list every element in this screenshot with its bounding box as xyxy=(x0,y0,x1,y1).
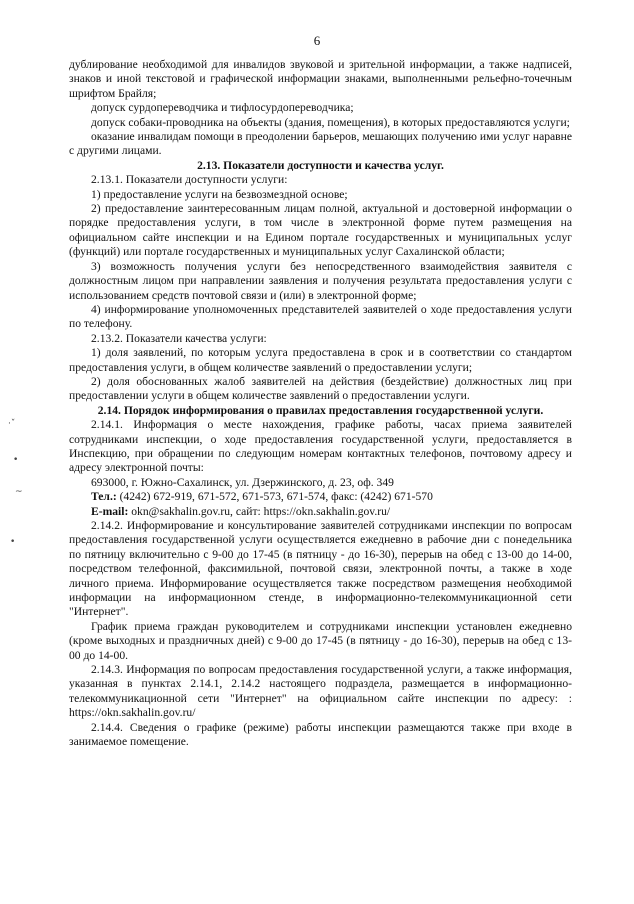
contact-address: 693000, г. Южно-Сахалинск, ул. Дзержинского, д. 23, оф. 349 xyxy=(91,475,394,489)
email-label: E-mail: xyxy=(91,504,129,518)
paragraph: 2.14.2. Информирование и консультирование заявителей сотрудниками инспекции по вопросам предоставления государственной услуги осуществляется ежедневно в рабочие дни с понедельника по пятницу включительно с 9-00 до 17-45 (в пятницу - до 16-30), перерыв на обед с 13-00 до 14-00, посредством телефонной, факсимильной, почтовой связи, электронной почты, а также в ходе личного приема. Информирование осуществляется также посредством размещения необходимой информации на информационном стенде, в информационно-телекоммуникационной сети "Интернет". xyxy=(69,519,572,619)
section-heading-2-13: 2.13. Показатели доступности и качества услуг. xyxy=(197,158,444,172)
section-heading-2-14: 2.14. Порядок информирования о правилах предоставления государственной услуги. xyxy=(97,403,544,417)
paragraph: 2.14.1. Информация о месте нахождения, графике работы, часах приема заявителей сотрудниками инспекции, о ходе предоставления государственной услуги, предоставляется в Инспекцию, при обращении по следующим номерам контактных телефонов, почтовому адресу и адресу электронной почты: xyxy=(69,418,572,475)
page-number: 6 xyxy=(313,33,321,48)
paragraph: допуск собаки-проводника на объекты (здания, помещения), в которых предоставляются услуги; xyxy=(91,115,570,129)
paragraph: 2) предоставление заинтересованным лицам полной, актуальной и достоверной информации о порядке предоставления услуги, в том числе в электронной форме путем размещения на официальном сайте инспекции и на Едином портале государственных и муниципальных услуг (функций) или портале государственных и муниципальных услуг Сахалинской области; xyxy=(69,202,572,259)
paragraph: 2.14.3. Информация по вопросам предоставления государственной услуги, а также информация, указанная в пунктах 2.14.1, 2.14.2 настоящего подраздела, размещается в информационно-телекоммуникационной сети "Интернет" на официальном сайте инспекции по адресу: : https://okn.sakhalin.gov.ru/ xyxy=(69,663,572,720)
paragraph: 2) доля обоснованных жалоб заявителей на действия (бездействие) должностных лиц при предоставлении услуги в общем количестве заявлений о предоставлении услуги. xyxy=(69,374,572,403)
paragraph: 1) доля заявлений, по которым услуга предоставлена в срок и в соответствии со стандартом предоставления услуги, в общем количестве заявлений о предоставлении услуги; xyxy=(69,346,572,374)
scan-mark: ·ˇ xyxy=(8,419,16,429)
paragraph: допуск сурдопереводчика и тифлосурдопереводчика; xyxy=(91,101,354,115)
paragraph: 2.13.2. Показатели качества услуги: xyxy=(91,331,267,345)
contact-phone xyxy=(69,490,572,504)
phone-value: (4242) 672-919, 671-572, 671-573, 671-574, факс: (4242) 671-570 xyxy=(116,490,433,504)
email-value: okn@sakhalin.gov.ru, сайт: https://okn.sakhalin.gov.ru/ xyxy=(128,504,391,518)
scan-mark: • xyxy=(13,455,19,465)
paragraph: График приема граждан руководителем и сотрудниками инспекции установлен ежедневно (кроме выходных и праздничных дней) с 9-00 до 17-45 (в пятницу - до 16-30), перерыв на обед с 13-00 до 14-00. xyxy=(69,619,572,662)
contact-email xyxy=(69,505,572,519)
paragraph: 2.14.4. Сведения о графике (режиме) работы инспекции размещаются также при входе в занимаемое помещение. xyxy=(69,720,572,749)
paragraph: 4) информирование уполномоченных представителей заявителей о ходе предоставления услуги по телефону. xyxy=(69,302,572,331)
paragraph: 1) предоставление услуги на безвозмездной основе; xyxy=(91,187,348,201)
scan-mark: • xyxy=(10,537,16,547)
paragraph: 3) возможность получения услуги без непосредственного взаимодействия заявителя с должностным лицом при направлении заявления и получения результата предоставления услуги с использованием средств почтовой связи и (или) в электронной форме; xyxy=(69,259,572,302)
document-body xyxy=(69,58,572,750)
scan-mark: ~ xyxy=(15,487,23,497)
paragraph: оказание инвалидам помощи в преодолении барьеров, мешающих получению ими услуг наравне с другими лицами. xyxy=(69,130,572,158)
paragraph: дублирование необходимой для инвалидов звуковой и зрительной информации, а также надписей, знаков и иной текстовой и графической информации знаками, выполненными рельефно-точечным шрифтом Брайля; xyxy=(69,58,572,100)
phone-label: Тел.: xyxy=(91,490,117,504)
paragraph: 2.13.1. Показатели доступности услуги: xyxy=(91,173,288,187)
